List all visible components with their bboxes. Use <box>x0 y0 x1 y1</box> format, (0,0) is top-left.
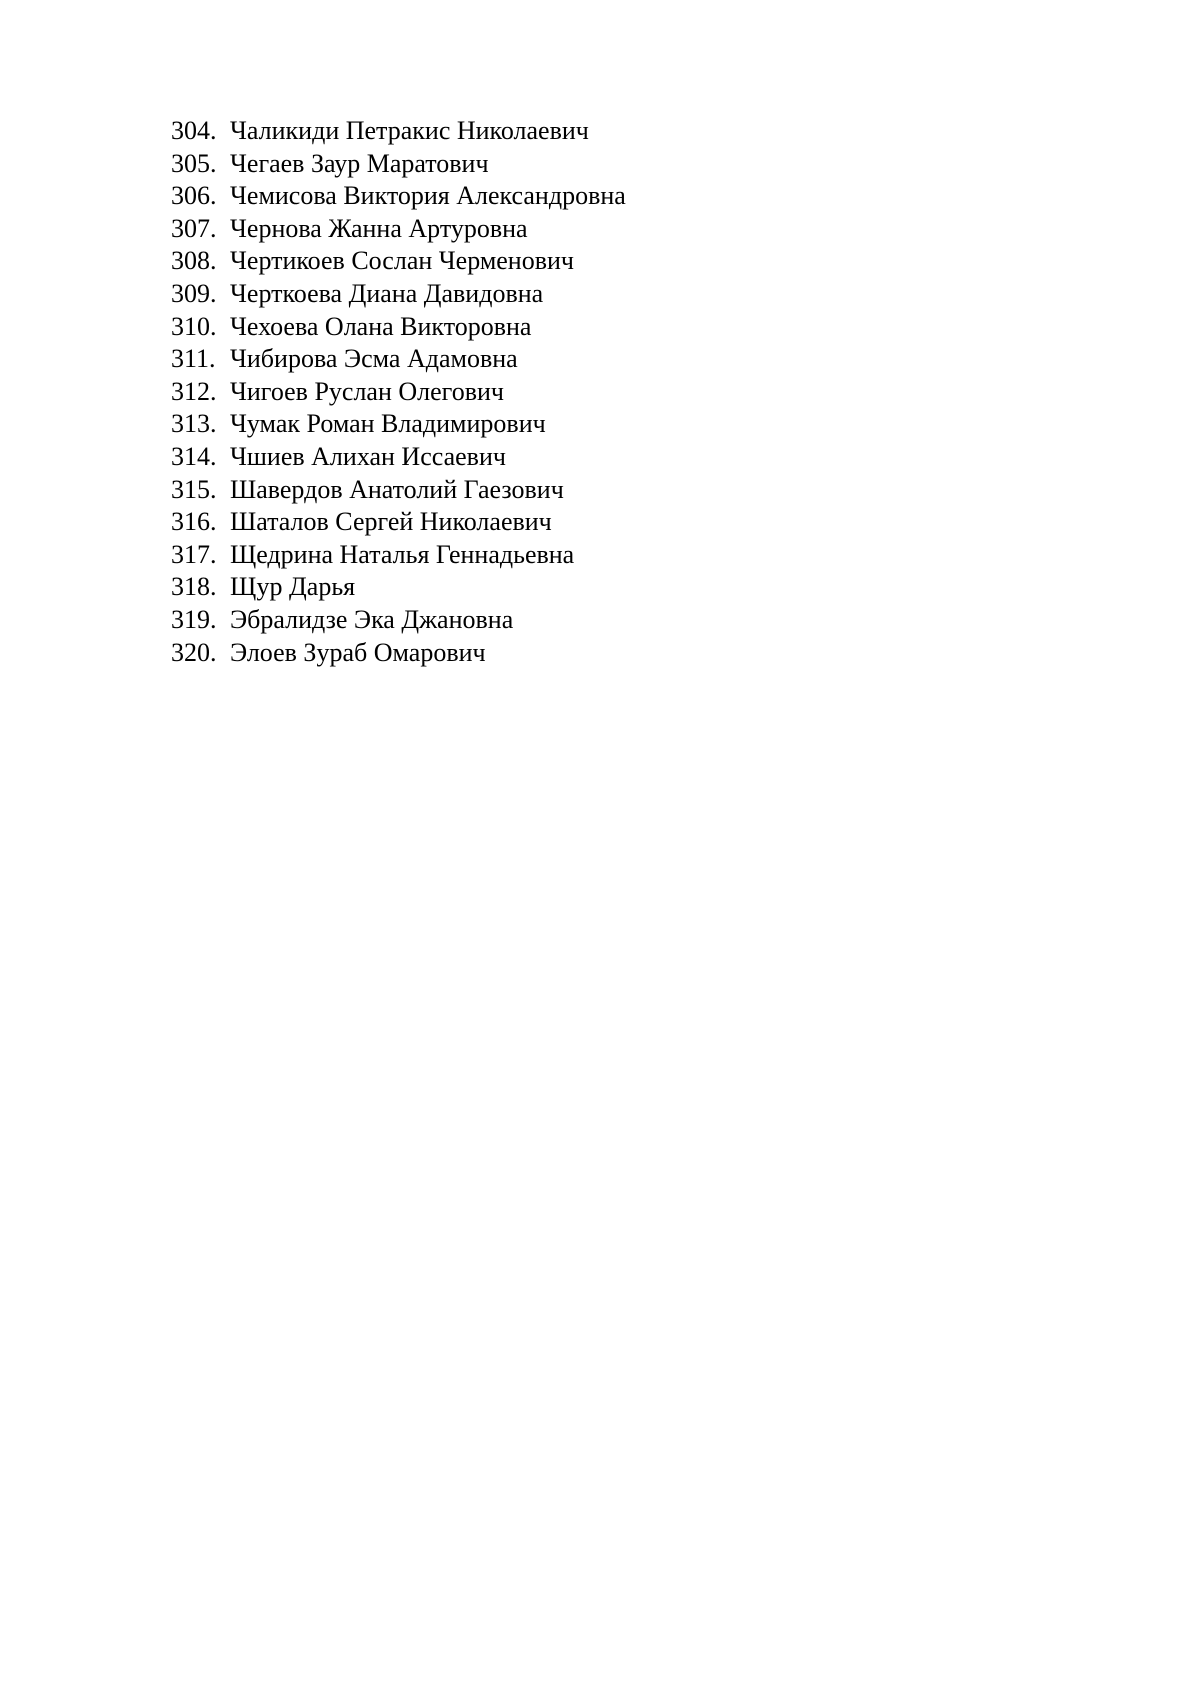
list-item-name: Чехоева Олана Викторовна <box>230 311 532 341</box>
list-item <box>171 115 626 148</box>
list-item-number: 316. <box>171 507 217 537</box>
list-item-name: Чегаев Заур Маратович <box>230 148 489 178</box>
list-item <box>171 311 626 344</box>
list-item-name: Чшиев Алихан Иссаевич <box>230 441 506 471</box>
list-item-name: Чертикоев Сослан Черменович <box>230 246 574 276</box>
list-item <box>171 539 626 572</box>
list-item <box>171 343 626 376</box>
list-item <box>171 637 626 670</box>
list-item-name: Чумак Роман Владимирович <box>230 409 546 439</box>
list-item <box>171 441 626 474</box>
list-item <box>171 376 626 409</box>
list-item-number: 311. <box>171 344 216 374</box>
list-item-number: 314. <box>171 441 217 471</box>
name-list <box>171 115 626 669</box>
list-item-name: Чемисова Виктория Александровна <box>230 181 626 211</box>
list-item-number: 309. <box>171 278 217 308</box>
list-item-number: 310. <box>171 311 217 341</box>
list-item-name: Щедрина Наталья Геннадьевна <box>230 539 575 569</box>
list-item <box>171 148 626 181</box>
list-item-number: 305. <box>171 148 217 178</box>
list-item-name: Чигоев Руслан Олегович <box>230 376 504 406</box>
list-item-number: 318. <box>171 572 217 602</box>
list-item-number: 307. <box>171 213 217 243</box>
list-item-name: Черткоева Диана Давидовна <box>230 278 544 308</box>
list-item-number: 315. <box>171 474 217 504</box>
list-item-number: 317. <box>171 539 217 569</box>
list-item-name: Шавердов Анатолий Гаезович <box>230 474 564 504</box>
list-item <box>171 506 626 539</box>
list-item <box>171 278 626 311</box>
list-item <box>171 213 626 246</box>
list-item <box>171 180 626 213</box>
list-item-name: Чаликиди Петракис Николаевич <box>230 116 589 145</box>
list-item-number: 306. <box>171 181 217 211</box>
list-item <box>171 604 626 637</box>
list-item-number: 320. <box>171 637 217 667</box>
list-item-number: 304. <box>171 116 217 145</box>
list-item-number: 313. <box>171 409 217 439</box>
list-item-number: 312. <box>171 376 217 406</box>
list-item-name: Элоев Зураб Омарович <box>230 637 486 667</box>
list-item <box>171 474 626 507</box>
list-item-name: Эбралидзе Эка Джановна <box>230 604 514 634</box>
list-item-number: 308. <box>171 246 217 276</box>
list-item <box>171 571 626 604</box>
list-item-number: 319. <box>171 604 217 634</box>
list-item <box>171 408 626 441</box>
list-item <box>171 245 626 278</box>
list-item-name: Чибирова Эсма Адамовна <box>230 344 518 374</box>
list-item-name: Чернова Жанна Артуровна <box>230 213 528 243</box>
list-item-name: Щур Дарья <box>230 572 356 602</box>
list-item-name: Шаталов Сергей Николаевич <box>230 507 552 537</box>
